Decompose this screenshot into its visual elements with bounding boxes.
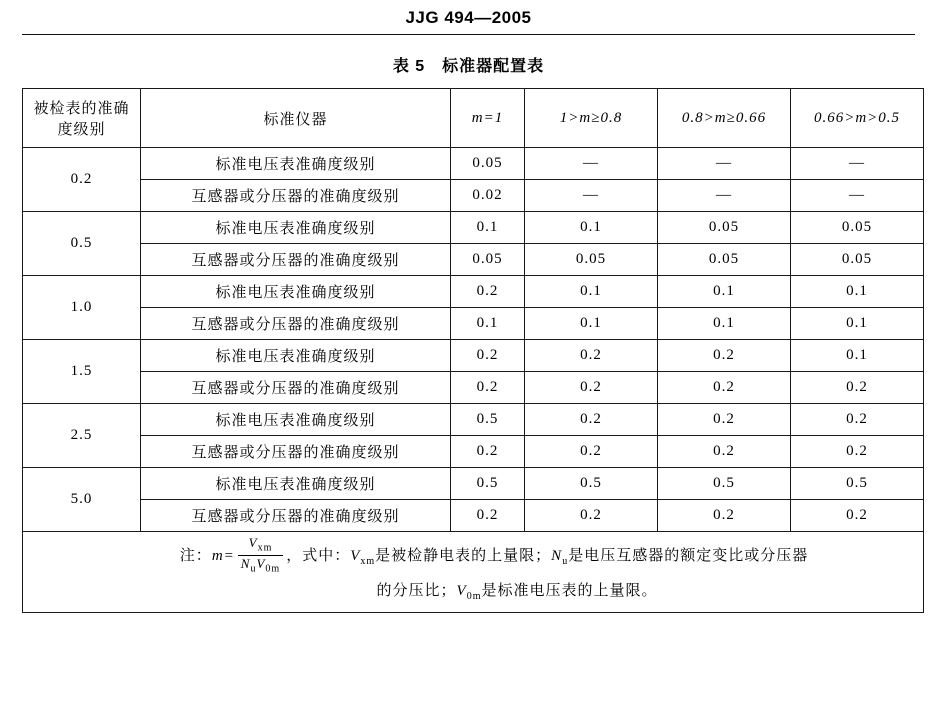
value-cell: 0.1 <box>791 308 924 340</box>
value-cell: 0.2 <box>525 404 658 436</box>
value-cell: 0.2 <box>791 436 924 468</box>
table-row <box>23 372 924 404</box>
value-cell: 0.2 <box>791 404 924 436</box>
value-cell: 0.5 <box>791 468 924 500</box>
value-cell: 0.05 <box>791 212 924 244</box>
note-symbol-v0m-sub: 0m <box>466 591 482 603</box>
value-cell: 0.2 <box>451 436 525 468</box>
class-cell: 2.5 <box>23 404 141 468</box>
value-cell: 0.05 <box>658 244 791 276</box>
value-cell: 0.05 <box>658 212 791 244</box>
table-body <box>23 148 924 613</box>
value-cell: — <box>791 180 924 212</box>
value-cell: 0.05 <box>525 244 658 276</box>
value-cell: 0.2 <box>451 340 525 372</box>
class-cell: 5.0 <box>23 468 141 532</box>
value-cell: 0.5 <box>451 404 525 436</box>
class-cell: 0.2 <box>23 148 141 212</box>
row-label-voltmeter: 标准电压表准确度级别 <box>141 276 451 308</box>
class-cell: 1.5 <box>23 340 141 404</box>
value-cell: 0.2 <box>525 500 658 532</box>
value-cell: 0.1 <box>791 276 924 308</box>
formula-den-sub-1: u <box>250 563 257 575</box>
row-label-transformer: 互感器或分压器的准确度级别 <box>141 180 451 212</box>
note-text-4: 的分压比； <box>376 583 457 600</box>
row-label-voltmeter: 标准电压表准确度级别 <box>141 148 451 180</box>
value-cell: 0.2 <box>791 372 924 404</box>
note-text-5: 是标准电压表的上量限。 <box>481 583 658 600</box>
table-row <box>23 148 924 180</box>
table-row <box>23 180 924 212</box>
table-row <box>23 404 924 436</box>
table-caption: 表 5 标准器配置表 <box>392 58 545 75</box>
value-cell: 0.1 <box>658 308 791 340</box>
header-accuracy-class: 被检表的准确度级别 <box>23 89 141 148</box>
value-cell: 0.05 <box>451 148 525 180</box>
class-cell: 1.0 <box>23 276 141 340</box>
value-cell: 0.2 <box>658 500 791 532</box>
table-header-row <box>23 89 924 148</box>
note-symbol-nu: N <box>551 548 563 565</box>
value-cell: 0.2 <box>658 340 791 372</box>
note-text-3: 是电压互感器的额定变比或分压器 <box>568 548 809 565</box>
value-cell: — <box>658 180 791 212</box>
value-cell: — <box>658 148 791 180</box>
header-range-1: 1>m≥0.8 <box>525 89 658 148</box>
row-label-voltmeter: 标准电压表准确度级别 <box>141 340 451 372</box>
table-row <box>23 308 924 340</box>
header-standard-instrument: 标准仪器 <box>141 89 451 148</box>
value-cell: 0.5 <box>525 468 658 500</box>
note-text-1: ，式中： <box>286 548 351 565</box>
table-note <box>23 532 924 613</box>
header-range-3: 0.66>m>0.5 <box>791 89 924 148</box>
note-line-1 <box>25 537 921 576</box>
row-label-transformer: 互感器或分压器的准确度级别 <box>141 436 451 468</box>
note-symbol-v0m: V <box>456 583 467 600</box>
row-label-voltmeter: 标准电压表准确度级别 <box>141 404 451 436</box>
value-cell: 0.02 <box>451 180 525 212</box>
table-row <box>23 276 924 308</box>
row-label-voltmeter: 标准电压表准确度级别 <box>141 468 451 500</box>
table-row <box>23 436 924 468</box>
table-row <box>23 500 924 532</box>
row-label-transformer: 互感器或分压器的准确度级别 <box>141 372 451 404</box>
value-cell: 0.1 <box>658 276 791 308</box>
value-cell: — <box>525 180 658 212</box>
value-cell: 0.1 <box>525 212 658 244</box>
row-label-transformer: 互感器或分压器的准确度级别 <box>141 308 451 340</box>
note-formula-left: m= <box>211 548 235 565</box>
note-prefix: 注： <box>179 548 212 565</box>
formula-den-symbol-1: N <box>240 556 251 572</box>
value-cell: 0.05 <box>791 244 924 276</box>
formula-num-symbol: V <box>248 535 258 550</box>
value-cell: 0.1 <box>451 308 525 340</box>
value-cell: 0.05 <box>451 244 525 276</box>
note-symbol-vxm-sub: xm <box>360 556 376 568</box>
value-cell: — <box>791 148 924 180</box>
value-cell: 0.2 <box>525 372 658 404</box>
value-cell: 0.2 <box>451 276 525 308</box>
formula-num-sub: xm <box>257 542 273 554</box>
note-text-2: 是被检静电表的上量限； <box>375 548 552 565</box>
formula-den-symbol-2: V <box>256 556 266 572</box>
value-cell: 0.1 <box>525 308 658 340</box>
header-title: JJG 494—2005 <box>405 8 532 27</box>
value-cell: 0.2 <box>791 500 924 532</box>
value-cell: 0.2 <box>658 436 791 468</box>
value-cell: 0.1 <box>525 276 658 308</box>
value-cell: 0.5 <box>658 468 791 500</box>
value-cell: 0.2 <box>525 436 658 468</box>
note-formula-fraction <box>238 536 283 575</box>
value-cell: 0.1 <box>791 340 924 372</box>
table-note-row <box>23 532 924 613</box>
page-header <box>0 0 937 34</box>
table-container <box>22 88 915 613</box>
header-divider <box>22 34 915 35</box>
value-cell: — <box>525 148 658 180</box>
standard-configuration-table <box>22 88 924 613</box>
header-m-equal-1: m=1 <box>451 89 525 148</box>
table-row <box>23 244 924 276</box>
row-label-transformer: 互感器或分压器的准确度级别 <box>141 244 451 276</box>
table-row <box>23 340 924 372</box>
value-cell: 0.5 <box>451 468 525 500</box>
value-cell: 0.2 <box>658 372 791 404</box>
class-cell: 0.5 <box>23 212 141 276</box>
value-cell: 0.2 <box>451 500 525 532</box>
value-cell: 0.2 <box>451 372 525 404</box>
row-label-transformer: 互感器或分压器的准确度级别 <box>141 500 451 532</box>
note-symbol-nu-sub: u <box>562 556 569 568</box>
note-symbol-vxm: V <box>350 548 361 565</box>
table-row <box>23 468 924 500</box>
value-cell: 0.2 <box>658 404 791 436</box>
value-cell: 0.1 <box>451 212 525 244</box>
formula-den-sub-2: 0m <box>265 563 281 575</box>
table-row <box>23 212 924 244</box>
row-label-voltmeter: 标准电压表准确度级别 <box>141 212 451 244</box>
note-line-2 <box>25 576 921 607</box>
value-cell: 0.2 <box>525 340 658 372</box>
header-range-2: 0.8>m≥0.66 <box>658 89 791 148</box>
